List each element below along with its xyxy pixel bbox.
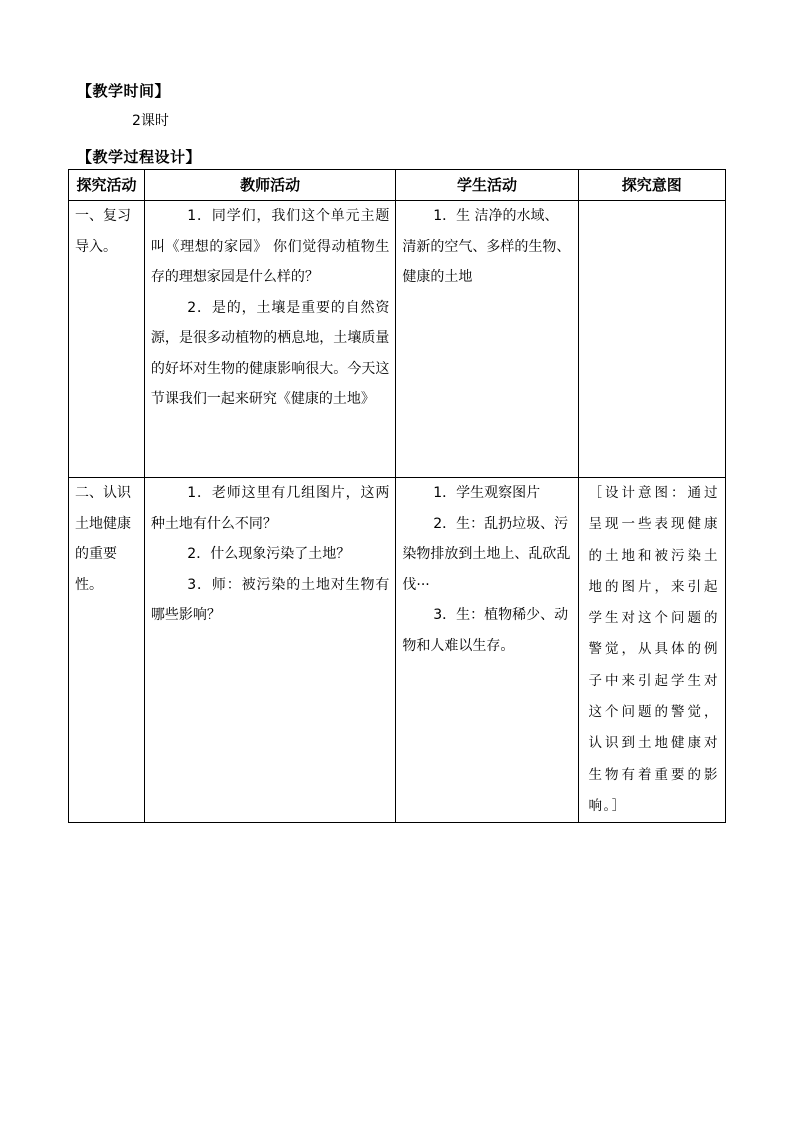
activity-cell: 二、认识土地健康的重要性。 (69, 478, 145, 823)
intent-cell (578, 478, 725, 823)
student-cell (396, 478, 578, 823)
header-activity: 探究活动 (69, 170, 145, 201)
student-step: 2．生：乱扔垃圾、污染物排放到土地上、乱砍乱伐··· (402, 515, 571, 593)
activity-cell: 一、复习导入。 (69, 201, 145, 478)
teacher-cell (144, 201, 396, 478)
header-intent: 探究意图 (578, 170, 725, 201)
lesson-plan-table (68, 169, 726, 823)
student-step: 3．生：植物稀少、动物和人难以生存。 (402, 607, 569, 654)
teacher-step: 2．什么现象污染了土地？ (187, 546, 351, 562)
teacher-step: 2．是的，土壤是重要的自然资源，是很多动植物的栖息地，土壤质量的好坏对生物的健康影响很大。今天这节课我们一起来研究《健康的土地》 (150, 299, 390, 407)
intent-cell (578, 201, 725, 478)
table-header-row (69, 170, 726, 201)
teacher-step: 1．老师这里有几组图片，这两种土地有什么不同？ (150, 485, 390, 532)
section-heading-time: 【教学时间】 (77, 82, 171, 100)
student-cell (396, 201, 578, 478)
teacher-step: 3．师：被污染的土地对生物有哪些影响？ (150, 576, 390, 623)
section-heading-process: 【教学过程设计】 (77, 148, 202, 166)
table-row (69, 201, 726, 478)
teacher-step: 1．同学们，我们这个单元主题叫《理想的家园》 你们觉得动植物生存的理想家园是什么样的？ (150, 208, 390, 285)
table-row (69, 478, 726, 823)
intent-text: ［设计意图：通过呈现一些表现健康的土地和被污染土地的图片，来引起学生对这个问题的警觉，从具体的例子中来引起学生对这个问题的警觉，认识到土地健康对生物有着重要的影响。］ (588, 485, 719, 814)
header-teacher: 教师活动 (144, 170, 396, 201)
header-student: 学生活动 (396, 170, 578, 201)
student-step: 1．学生观察图片 (433, 485, 541, 501)
class-hours: 2课时 (132, 113, 169, 129)
student-step: 1．生 洁净的水域、清新的空气、多样的生物、健康的土地 (402, 208, 571, 285)
teacher-cell (144, 478, 396, 823)
